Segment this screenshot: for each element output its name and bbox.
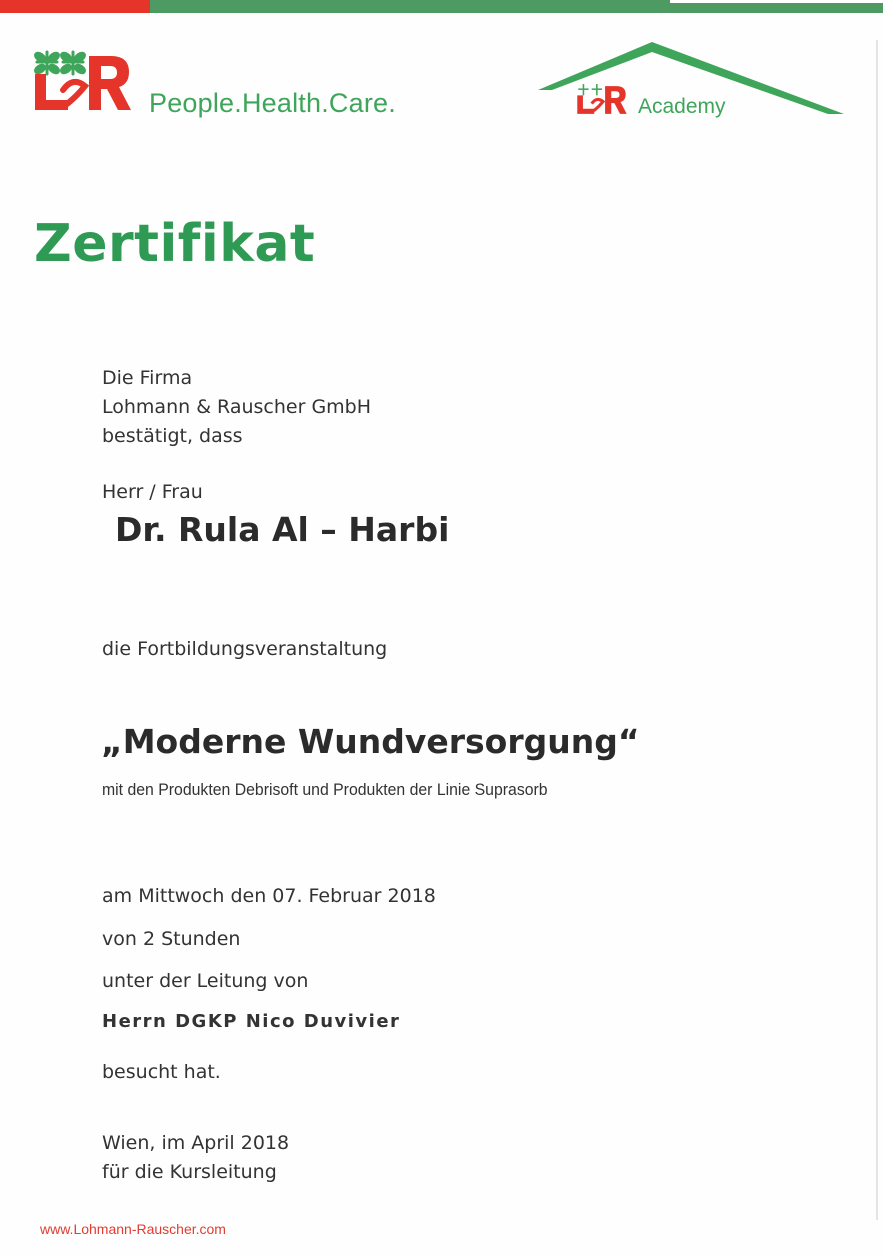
leadership-intro: unter der Leitung von bbox=[102, 970, 309, 992]
intro-line-confirms: bestätigt, dass bbox=[102, 425, 243, 447]
top-bar-red-segment bbox=[0, 0, 150, 13]
event-intro: die Fortbildungsveranstaltung bbox=[102, 638, 388, 660]
course-title: „Moderne Wundversorgung“ bbox=[101, 722, 640, 761]
brand-header bbox=[33, 50, 453, 120]
event-date: am Mittwoch den 07. Februar 2018 bbox=[102, 885, 436, 907]
academy-lr-logo bbox=[576, 83, 628, 117]
top-bar-green-segment bbox=[150, 0, 670, 13]
recipient-name: Dr. Rula Al – Harbi bbox=[115, 510, 450, 549]
course-subtitle: mit den Produkten Debrisoft und Produkten der Linie Suprasorb bbox=[102, 780, 548, 799]
scan-edge-line bbox=[876, 40, 878, 1220]
lr-logo bbox=[33, 50, 133, 116]
place-date: Wien, im April 2018 bbox=[102, 1132, 290, 1154]
signoff: für die Kursleitung bbox=[102, 1161, 277, 1183]
website-link[interactable]: www.Lohmann-Rauscher.com bbox=[40, 1221, 226, 1237]
event-duration: von 2 Stunden bbox=[102, 928, 241, 950]
academy-label: Academy bbox=[638, 95, 726, 118]
salutation: Herr / Frau bbox=[102, 481, 203, 503]
academy-logo bbox=[538, 42, 844, 132]
brand-tagline: People.Health.Care. bbox=[149, 88, 396, 118]
top-color-bar bbox=[0, 0, 883, 13]
intro-line-company-label: Die Firma bbox=[102, 367, 193, 389]
intro-line-company-name: Lohmann & Rauscher GmbH bbox=[102, 396, 372, 418]
course-leader: Herrn DGKP Nico Duvivier bbox=[102, 1011, 401, 1032]
attended-line: besucht hat. bbox=[102, 1061, 221, 1083]
top-bar-green-segment-right bbox=[670, 3, 883, 13]
certificate-title: Zertifikat bbox=[34, 214, 316, 274]
